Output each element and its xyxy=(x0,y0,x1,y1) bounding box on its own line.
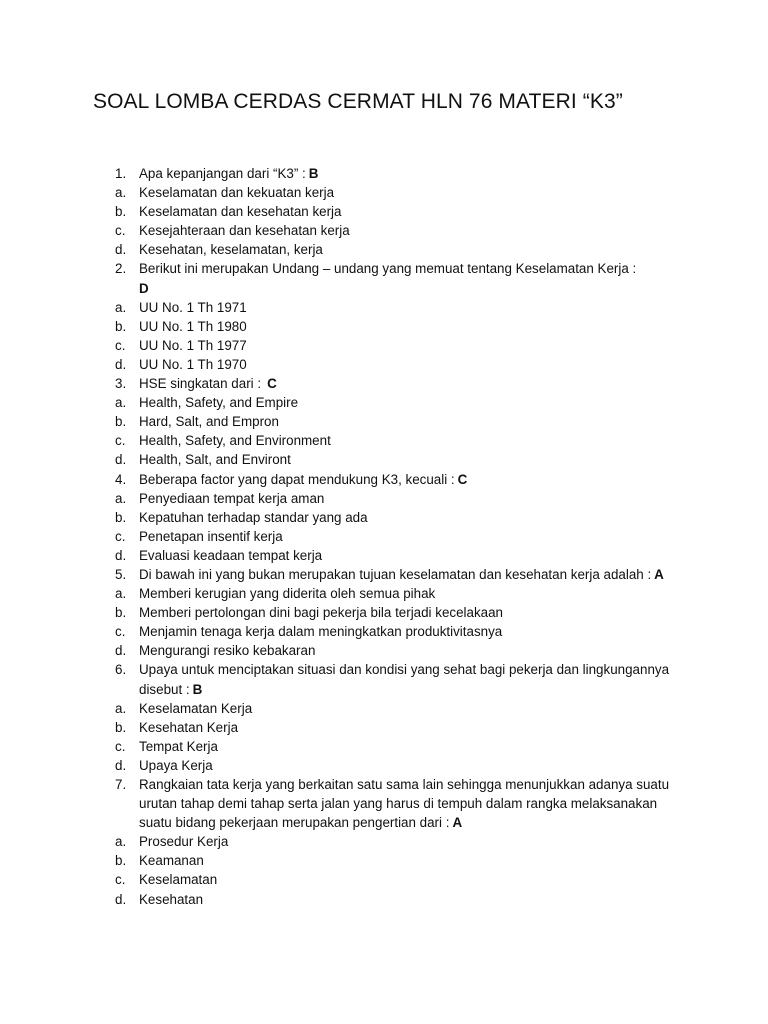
option-item xyxy=(115,336,675,355)
option-text: Keselamatan xyxy=(139,872,218,888)
option-text: Penyediaan tempat kerja aman xyxy=(139,490,325,506)
question-text: Apa kepanjangan dari “K3” : xyxy=(139,166,306,181)
option-text: Kesehatan, keselamatan, kerja xyxy=(139,242,323,258)
option-text: Health, Safety, and Empire xyxy=(139,395,299,411)
option-letter: b. xyxy=(115,204,127,220)
question-3-options xyxy=(115,393,675,469)
question-1 xyxy=(115,164,675,183)
option-text: Keselamatan Kerja xyxy=(139,700,253,716)
option-text: Evaluasi keadaan tempat kerja xyxy=(139,547,323,563)
question-answer: C xyxy=(457,471,468,487)
option-letter: c. xyxy=(115,433,126,449)
option-letter: d. xyxy=(115,356,127,372)
question-text: Di bawah ini yang bukan merupakan tujuan keselamatan dan kesehatan kerja adalah : xyxy=(139,566,652,582)
question-5-options xyxy=(115,584,675,660)
question-6-options xyxy=(115,699,675,775)
option-text: Health, Safety, and Environment xyxy=(139,433,331,449)
option-letter: a. xyxy=(115,700,127,716)
option-letter: a. xyxy=(115,490,127,506)
question-answer: A xyxy=(452,815,463,831)
option-item xyxy=(115,603,675,622)
question-answer: C xyxy=(267,376,277,392)
question-number: 7. xyxy=(115,777,127,792)
question-4-options xyxy=(115,489,675,565)
option-text: Memberi kerugian yang diderita oleh semua pihak xyxy=(139,586,436,602)
option-text: UU No. 1 Th 1971 xyxy=(139,299,247,315)
question-text: Rangkaian tata kerja yang berkaitan satu sama lain sehingga menunjukkan adanya suatu urutan tahap demi tahap serta jalan yang harus di tempuh dalam rangka melaksanakan suatu bidang pekerjaan merupakan pengertian dari : xyxy=(139,777,670,831)
option-text: UU No. 1 Th 1970 xyxy=(139,356,247,372)
option-item xyxy=(115,851,675,870)
question-6 xyxy=(115,660,675,698)
option-text: Kesehatan Kerja xyxy=(139,719,239,735)
option-item xyxy=(115,737,675,756)
question-4 xyxy=(115,470,675,489)
option-text: Keselamatan dan kesehatan kerja xyxy=(139,204,342,220)
option-item xyxy=(115,221,675,240)
option-text: Tempat Kerja xyxy=(139,738,218,754)
question-answer: B xyxy=(192,681,203,697)
question-5 xyxy=(115,565,675,584)
option-letter: c. xyxy=(115,872,126,888)
option-item xyxy=(115,431,675,450)
option-letter: c. xyxy=(115,738,126,754)
option-letter: d. xyxy=(115,242,127,258)
option-letter: a. xyxy=(115,185,127,201)
option-item xyxy=(115,718,675,737)
option-item xyxy=(115,508,675,527)
option-text: Upaya Kerja xyxy=(139,757,213,773)
option-letter: b. xyxy=(115,414,127,430)
option-item xyxy=(115,527,675,546)
option-letter: a. xyxy=(115,299,127,315)
option-text: Kesejahteraan dan kesehatan kerja xyxy=(139,223,350,239)
option-item xyxy=(115,489,675,508)
document-title: SOAL LOMBA CERDAS CERMAT HLN 76 MATERI “K3” xyxy=(93,90,623,113)
option-text: Keamanan xyxy=(139,853,204,869)
option-letter: b. xyxy=(115,509,127,525)
option-letter: b. xyxy=(115,318,127,334)
question-text: Berikut ini merupakan Undang – undang yang memuat tentang Keselamatan Kerja : xyxy=(139,261,637,277)
option-letter: c. xyxy=(115,337,126,353)
option-item xyxy=(115,832,675,851)
question-2 xyxy=(115,259,675,297)
option-letter: c. xyxy=(115,624,126,640)
option-item xyxy=(115,412,675,431)
option-item xyxy=(115,890,675,909)
question-number: 4. xyxy=(115,471,127,487)
question-answer: A xyxy=(654,566,664,582)
question-list xyxy=(115,164,675,909)
option-item xyxy=(115,584,675,603)
option-letter: d. xyxy=(115,757,127,773)
question-3 xyxy=(115,374,675,393)
option-text: Kesehatan xyxy=(139,891,204,907)
option-letter: a. xyxy=(115,834,127,850)
option-item xyxy=(115,240,675,259)
option-item xyxy=(115,450,675,469)
option-text: Prosedur Kerja xyxy=(139,834,229,850)
option-text: Hard, Salt, and Empron xyxy=(139,414,279,430)
option-item xyxy=(115,546,675,565)
option-item xyxy=(115,355,675,374)
question-answer: B xyxy=(308,166,319,181)
option-letter: b. xyxy=(115,853,127,869)
option-text: Health, Salt, and Environt xyxy=(139,452,291,468)
question-1-options xyxy=(115,183,675,259)
option-item xyxy=(115,183,675,202)
option-item xyxy=(115,393,675,412)
option-item xyxy=(115,756,675,775)
option-letter: d. xyxy=(115,643,127,659)
question-number: 6. xyxy=(115,662,127,678)
question-7-options xyxy=(115,832,675,908)
option-text: Penetapan insentif kerja xyxy=(139,528,283,544)
option-item xyxy=(115,641,675,660)
option-item xyxy=(115,202,675,221)
option-text: UU No. 1 Th 1980 xyxy=(139,318,247,334)
option-item xyxy=(115,298,675,317)
question-number: 1. xyxy=(115,166,127,181)
option-item xyxy=(115,699,675,718)
option-text: Keselamatan dan kekuatan kerja xyxy=(139,185,335,201)
question-text: HSE singkatan dari : xyxy=(139,376,262,392)
option-letter: d. xyxy=(115,452,127,468)
option-letter: a. xyxy=(115,586,127,602)
question-text: Beberapa factor yang dapat mendukung K3, kecuali : xyxy=(139,471,455,487)
question-number: 3. xyxy=(115,376,127,392)
option-letter: d. xyxy=(115,891,127,907)
option-letter: a. xyxy=(115,395,127,411)
question-answer: D xyxy=(139,280,149,296)
option-letter: d. xyxy=(115,547,127,563)
question-text: Upaya untuk menciptakan situasi dan kondisi yang sehat bagi pekerja dan lingkungannya disebut : xyxy=(139,662,670,697)
option-letter: b. xyxy=(115,605,127,621)
question-2-options xyxy=(115,298,675,374)
question-7 xyxy=(115,775,675,832)
option-text: UU No. 1 Th 1977 xyxy=(139,337,247,353)
option-text: Mengurangi resiko kebakaran xyxy=(139,643,316,659)
option-letter: c. xyxy=(115,528,126,544)
option-item xyxy=(115,622,675,641)
option-item xyxy=(115,317,675,336)
question-number: 5. xyxy=(115,566,127,582)
option-text: Kepatuhan terhadap standar yang ada xyxy=(139,509,368,525)
option-letter: b. xyxy=(115,719,127,735)
option-text: Menjamin tenaga kerja dalam meningkatkan produktivitasnya xyxy=(139,624,503,640)
option-item xyxy=(115,870,675,889)
question-number: 2. xyxy=(115,261,127,277)
option-letter: c. xyxy=(115,223,126,239)
option-text: Memberi pertolongan dini bagi pekerja bila terjadi kecelakaan xyxy=(139,605,503,621)
